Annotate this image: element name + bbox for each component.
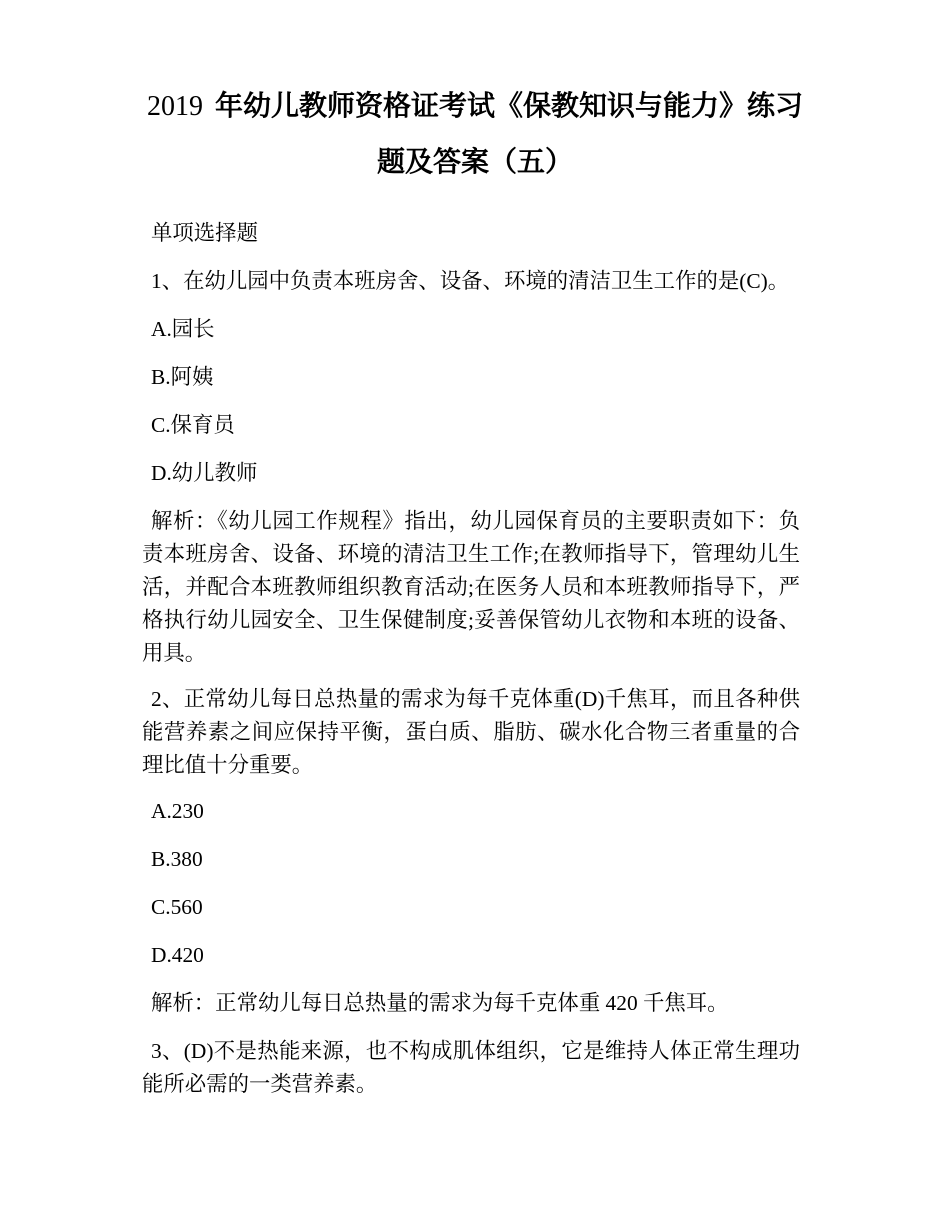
option-text: A.园长 (151, 316, 215, 341)
question-2-option-b (142, 843, 800, 876)
option-text: D.幼儿教师 (151, 460, 258, 485)
question-1-option-a (142, 313, 800, 346)
analysis-line: 格执行幼儿园安全、卫生保健制度;妥善保管幼儿衣物和本班的设备、 (142, 607, 800, 632)
question-2-stem (142, 683, 800, 782)
question-1-stem (142, 265, 800, 298)
title-line-1 (0, 78, 950, 134)
document-body (142, 217, 800, 1101)
analysis-line: 解析：《幼儿园工作规程》指出，幼儿园保育员的主要职责如下：负 (151, 508, 800, 533)
question-1-stem-line: 1、在幼儿园中负责本班房舍、设备、环境的清洁卫生工作的是(C)。 (151, 268, 790, 293)
title-year: 2019 (146, 91, 203, 122)
option-text: C.560 (151, 894, 203, 919)
analysis-line: 责本班房舍、设备、环境的清洁卫生工作;在教师指导下，管理幼儿生 (142, 541, 800, 566)
question-1-option-c (142, 409, 800, 442)
title-text-line-2: 题及答案（五） (376, 145, 573, 178)
title-text-line-1: 年幼儿教师资格证考试《保教知识与能力》练习 (214, 89, 803, 122)
question-2-stem-line: 能营养素之间应保持平衡，蛋白质、脂肪、碳水化合物三者重量的合 (142, 719, 800, 744)
question-2-analysis (142, 987, 800, 1020)
question-2-option-a (142, 795, 800, 828)
section-heading-text: 单项选择题 (151, 220, 258, 245)
section-heading (142, 217, 800, 250)
analysis-line: 用具。 (142, 640, 207, 665)
analysis-line: 解析：正常幼儿每日总热量的需求为每千克体重 420 千焦耳。 (151, 990, 729, 1015)
question-1-option-b (142, 361, 800, 394)
question-1-analysis (142, 505, 800, 670)
question-2-stem-line: 理比值十分重要。 (142, 752, 314, 777)
question-3-stem-line: 能所必需的一类营养素。 (142, 1071, 378, 1096)
question-3-stem-line: 3、(D)不是热能来源，也不构成肌体组织，它是维持人体正常生理功 (151, 1038, 800, 1063)
question-2-option-c (142, 891, 800, 924)
option-text: D.420 (151, 942, 204, 967)
option-text: B.阿姨 (151, 364, 214, 389)
question-2-stem-line: 2、正常幼儿每日总热量的需求为每千克体重(D)千焦耳，而且各种供 (151, 686, 800, 711)
question-1-option-d (142, 457, 800, 490)
question-3-stem (142, 1035, 800, 1101)
question-2-option-d (142, 939, 800, 972)
title-line-2 (0, 134, 950, 190)
option-text: C.保育员 (151, 412, 235, 437)
option-text: A.230 (151, 798, 204, 823)
analysis-line: 活，并配合本班教师组织教育活动;在医务人员和本班教师指导下，严 (142, 574, 800, 599)
document-title (0, 0, 950, 190)
option-text: B.380 (151, 846, 203, 871)
